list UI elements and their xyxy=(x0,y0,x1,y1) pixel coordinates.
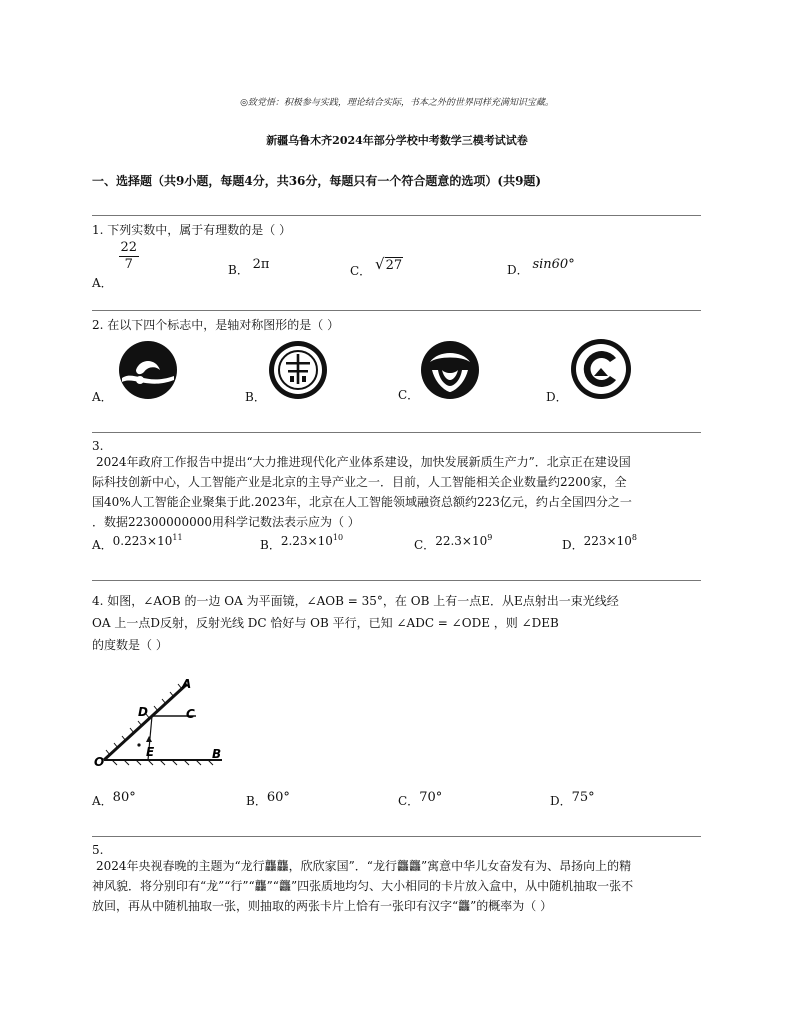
divider xyxy=(92,580,701,581)
text-line: 2024年央视春晚的主题为“龙行龘龘，欣欣家国”．“龙行龘龘”寓意中华儿女奋发有为、昂扬向上的精 xyxy=(96,859,632,873)
question-2-option-b: B． xyxy=(245,390,266,404)
label-c: C xyxy=(186,707,195,721)
question-1-option-c xyxy=(350,255,403,278)
logo-c xyxy=(420,340,480,400)
text-line: 4. 如图，∠AOB 的一边 OA 为平面镜，∠AOB = 35°，在 OB 上有一点E．从E点射出一束光线经 xyxy=(92,594,619,608)
question-4-option-c xyxy=(398,792,442,809)
question-1-option-d xyxy=(507,255,575,277)
fraction xyxy=(119,240,140,273)
exponent: 10 xyxy=(332,533,344,542)
text-line: 神风貌．将分别印有“龙”“行”“龘”“龘”四张质地均匀、大小相同的卡片放入盒中，从中随机抽取一张不 xyxy=(92,879,634,893)
option-label: C． xyxy=(350,264,372,278)
divider xyxy=(92,215,701,216)
option-label: A． xyxy=(92,538,113,552)
question-2-option-c: C． xyxy=(398,388,420,402)
question-3-option-d xyxy=(562,533,637,553)
question-1-option-b xyxy=(228,255,270,277)
divider xyxy=(92,836,701,837)
option-value: 60° xyxy=(266,790,290,805)
option-value: 223×10 xyxy=(583,534,632,548)
question-4-figure xyxy=(92,672,242,772)
question-5-body xyxy=(92,856,704,916)
text-line: 国40%人工智能企业聚集于此.2023年，北京在人工智能领域融资总额约223亿元，约占全国四分之一 xyxy=(92,495,632,509)
question-2-option-a: A． xyxy=(92,390,113,404)
divider xyxy=(92,310,701,311)
label-b: B xyxy=(212,747,222,761)
logo-b xyxy=(268,340,328,400)
question-3-number: 3. xyxy=(92,439,104,453)
label-a: A xyxy=(182,677,192,691)
option-value: 0.223×10 xyxy=(112,534,173,548)
option-label: C． xyxy=(398,794,420,808)
numerator: 22 xyxy=(120,240,138,255)
question-3-option-b xyxy=(260,533,344,553)
question-3-option-c xyxy=(414,533,493,553)
exponent: 9 xyxy=(487,533,493,542)
logo-a xyxy=(118,340,178,400)
exponent: 11 xyxy=(172,533,183,542)
divider xyxy=(92,432,701,433)
option-label: B． xyxy=(260,538,281,552)
option-value: 2.23×10 xyxy=(280,534,333,548)
radicand: 27 xyxy=(385,258,403,273)
radical-sign: √ xyxy=(375,255,385,273)
question-5-number: 5. xyxy=(92,843,104,857)
exponent: 8 xyxy=(631,533,637,542)
question-1-option-a xyxy=(92,240,138,290)
option-label: C． xyxy=(414,538,436,552)
question-4-option-b xyxy=(246,792,290,809)
motto-text: ◎致党悟：积极参与实践，理论结合实际，书本之外的世界同样充满知识宝藏。 xyxy=(240,98,554,108)
option-value: 80° xyxy=(112,790,136,805)
option-label: D． xyxy=(507,263,529,277)
option-label: B． xyxy=(228,263,249,277)
option-value: 22.3×10 xyxy=(435,534,488,548)
question-3-body xyxy=(92,452,704,532)
option-value: sin60° xyxy=(532,257,575,272)
logo-d xyxy=(570,338,632,400)
option-value: 70° xyxy=(419,790,443,805)
text-line: 的度数是（ ） xyxy=(92,638,168,652)
option-value: 2π xyxy=(252,257,270,272)
text-line: 放回，再从中随机抽取一张，则抽取的两张卡片上恰有一张印有汉字“龘”的概率为（ ） xyxy=(92,899,553,913)
question-2-option-d: D． xyxy=(546,390,568,404)
question-4-option-a xyxy=(92,792,136,809)
text-line: OA 上一点D反射，反射光线 DC 恰好与 OB 平行，已知 ∠ADC = ∠ODE ，则 ∠DEB xyxy=(92,616,559,630)
question-3-option-a xyxy=(92,533,183,553)
denominator: 7 xyxy=(124,257,133,272)
text-line: 2024年政府工作报告中提出“大力推进现代化产业体系建设，加快发展新质生产力”．北京正在建设国 xyxy=(96,455,631,469)
label-d: D xyxy=(138,705,148,719)
option-label: D． xyxy=(550,794,572,808)
question-4-option-d xyxy=(550,792,595,809)
label-e: E xyxy=(146,745,155,759)
option-value: 75° xyxy=(571,790,595,805)
option-label: D． xyxy=(562,538,584,552)
page-title: 新疆乌鲁木齐2024年部分学校中考数学三模考试试卷 xyxy=(266,134,528,147)
text-line: 际科技创新中心，人工智能产业是北京的主导产业之一．目前，人工智能相关企业数量约2200家，全 xyxy=(92,475,627,489)
label-o: O xyxy=(94,755,105,769)
text-line: ．数据22300000000用科学记数法表示应为（ ） xyxy=(92,515,360,529)
option-label: A． xyxy=(92,794,113,808)
section-heading: 一、选择题（共9小题，每题4分，共36分，每题只有一个符合题意的选项）(共9题) xyxy=(92,174,542,188)
option-label: A． xyxy=(92,276,113,290)
question-1-stem: 1. 下列实数中，属于有理数的是（ ） xyxy=(92,223,292,237)
question-4-body xyxy=(92,590,704,656)
option-label: B． xyxy=(246,794,267,808)
question-2-stem: 2. 在以下四个标志中，是轴对称图形的是（ ） xyxy=(92,318,340,332)
